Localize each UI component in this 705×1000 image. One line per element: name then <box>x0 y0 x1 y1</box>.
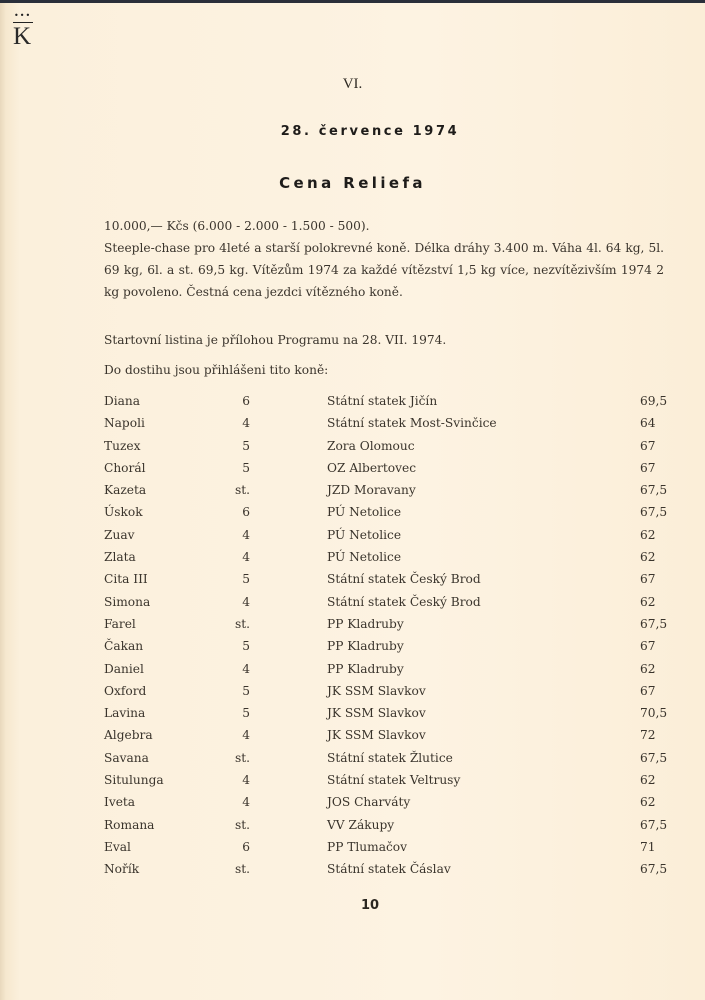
horse-age: 6 <box>242 839 250 854</box>
horse-weight: 62 <box>640 661 656 676</box>
horse-age: 5 <box>242 460 250 475</box>
horse-weight: 64 <box>640 416 656 431</box>
horse-weight: 62 <box>640 550 656 565</box>
logo-letter: K <box>13 23 32 50</box>
horse-age: 4 <box>242 795 250 810</box>
horse-age: 4 <box>242 527 250 542</box>
horse-name: Nořík <box>104 862 140 877</box>
horse-weight: 67,5 <box>640 483 668 498</box>
horse-owner: JZD Moravany <box>327 483 416 498</box>
horse-owner: PP Kladruby <box>327 616 404 631</box>
entry-row <box>104 501 674 523</box>
horse-name: Daniel <box>104 661 144 676</box>
publisher-logo <box>12 10 34 50</box>
horse-owner: Státní statek Čáslav <box>327 862 451 877</box>
entry-row <box>104 568 674 590</box>
horse-age: 4 <box>242 728 250 743</box>
page-number: 10 <box>360 898 380 913</box>
horse-name: Eval <box>104 839 131 854</box>
horse-weight: 67 <box>640 683 656 698</box>
entry-row <box>104 747 674 769</box>
horse-owner: Státní statek Jičín <box>327 394 438 408</box>
prize-money: 10.000,— Kčs (6.000 - 2.000 - 1.500 - 500). <box>104 219 370 233</box>
horse-age: st. <box>234 616 250 631</box>
entry-row <box>104 435 674 457</box>
horse-owner: VV Zákupy <box>327 817 395 832</box>
horse-weight: 71 <box>640 839 656 854</box>
horse-owner: Státní statek Veltrusy <box>327 773 461 788</box>
race-title: Cena Reliefa <box>279 174 426 192</box>
horse-weight: 62 <box>640 594 656 609</box>
horse-owner: Státní statek Český Brod <box>327 594 481 609</box>
horse-owner: JK SSM Slavkov <box>327 683 426 698</box>
horse-age: 6 <box>242 505 250 520</box>
horse-age: 5 <box>242 438 250 453</box>
horse-owner: Státní statek Žlutice <box>327 750 453 765</box>
horse-owner: Státní statek Český Brod <box>327 572 481 587</box>
horse-name: Chorál <box>104 460 146 475</box>
horse-weight: 67,5 <box>640 505 668 520</box>
horse-age: 6 <box>242 394 250 408</box>
horse-name: Algebra <box>104 728 153 743</box>
horse-owner: PP Kladruby <box>327 661 404 676</box>
horse-owner: PP Tlumačov <box>327 839 408 854</box>
horse-age: st. <box>234 817 250 832</box>
entry-row <box>104 858 674 880</box>
horse-weight: 70,5 <box>640 706 668 721</box>
horse-age: 5 <box>242 683 250 698</box>
horse-age: 4 <box>242 416 250 431</box>
horse-owner: PÚ Netolice <box>327 505 402 520</box>
horse-weight: 62 <box>640 773 656 788</box>
entry-row <box>104 658 674 680</box>
horse-weight: 67,5 <box>640 616 668 631</box>
start-list-note: Startovní listina je přílohou Programu na 28. VII. 1974. <box>104 333 447 347</box>
horse-age: 5 <box>242 639 250 654</box>
horse-owner: JOS Charváty <box>327 795 411 810</box>
entry-row <box>104 680 674 702</box>
horse-name: Cita III <box>104 572 148 587</box>
horse-name: Zlata <box>104 550 136 565</box>
horse-weight: 62 <box>640 795 656 810</box>
entry-row <box>104 724 674 746</box>
logo-dots-icon: ••• <box>14 11 32 20</box>
horse-weight: 67 <box>640 639 656 654</box>
horse-owner: PÚ Netolice <box>327 550 402 565</box>
horse-owner: JK SSM Slavkov <box>327 728 426 743</box>
entries-intro: Do dostihu jsou přihlášeni tito koně: <box>104 363 329 377</box>
horse-name: Tuzex <box>104 438 141 453</box>
entry-row <box>104 769 674 791</box>
horse-age: 4 <box>242 550 250 565</box>
horse-weight: 67 <box>640 460 656 475</box>
horse-name: Kazeta <box>104 483 147 498</box>
horse-weight: 72 <box>640 728 656 743</box>
horse-name: Savana <box>104 750 149 765</box>
horse-owner: Státní statek Most-Svinčice <box>327 416 497 431</box>
horse-name: Lavina <box>104 706 146 721</box>
entries-table <box>104 390 674 881</box>
horse-weight: 67,5 <box>640 817 668 832</box>
entry-row <box>104 412 674 434</box>
horse-age: 5 <box>242 706 250 721</box>
horse-owner: PÚ Netolice <box>327 527 402 542</box>
horse-age: 4 <box>242 661 250 676</box>
horse-name: Farel <box>104 616 136 631</box>
horse-name: Situlunga <box>104 773 164 788</box>
horse-age: st. <box>234 750 250 765</box>
horse-age: st. <box>234 862 250 877</box>
horse-name: Oxford <box>104 683 147 698</box>
entry-row <box>104 814 674 836</box>
horse-owner: OZ Albertovec <box>327 460 417 475</box>
horse-weight: 67,5 <box>640 750 668 765</box>
horse-name: Diana <box>104 394 141 408</box>
horse-name: Úskok <box>104 505 143 520</box>
horse-age: 5 <box>242 572 250 587</box>
horse-age: st. <box>234 483 250 498</box>
horse-name: Čakan <box>104 639 144 654</box>
horse-age: 4 <box>242 773 250 788</box>
horse-weight: 62 <box>640 527 656 542</box>
entry-row <box>104 479 674 501</box>
horse-owner: JK SSM Slavkov <box>327 706 426 721</box>
horse-age: 4 <box>242 594 250 609</box>
entry-row <box>104 702 674 724</box>
entry-row <box>104 390 674 412</box>
entry-row <box>104 836 674 858</box>
horse-weight: 67 <box>640 572 656 587</box>
horse-weight: 69,5 <box>640 394 668 408</box>
entry-row <box>104 546 674 568</box>
entry-row <box>104 524 674 546</box>
section-number: VI. <box>342 76 363 92</box>
entry-row <box>104 591 674 613</box>
entry-row <box>104 791 674 813</box>
horse-owner: Zora Olomouc <box>327 438 415 453</box>
horse-weight: 67 <box>640 438 656 453</box>
entry-row <box>104 635 674 657</box>
entry-row <box>104 457 674 479</box>
entry-row <box>104 613 674 635</box>
horse-name: Napoli <box>104 416 145 431</box>
horse-name: Iveta <box>104 795 136 810</box>
race-description: Steeple-chase pro 4leté a starší polokrevné koně. Délka dráhy 3.400 m. Váha 4l. 64 kg, 5l. 69 kg, 6l. a st. 69,5 kg. Vítězům 1974 za každé vítězství 1,5 kg více, nezvítězivším 1974 2 kg povoleno. Čestná cena jezdci vítězného koně. <box>104 241 664 299</box>
horse-name: Simona <box>104 594 151 609</box>
horse-name: Zuav <box>104 527 135 542</box>
horse-weight: 67,5 <box>640 862 668 877</box>
horse-name: Romana <box>104 817 155 832</box>
race-date: 28. července 1974 <box>280 124 460 139</box>
horse-owner: PP Kladruby <box>327 639 404 654</box>
